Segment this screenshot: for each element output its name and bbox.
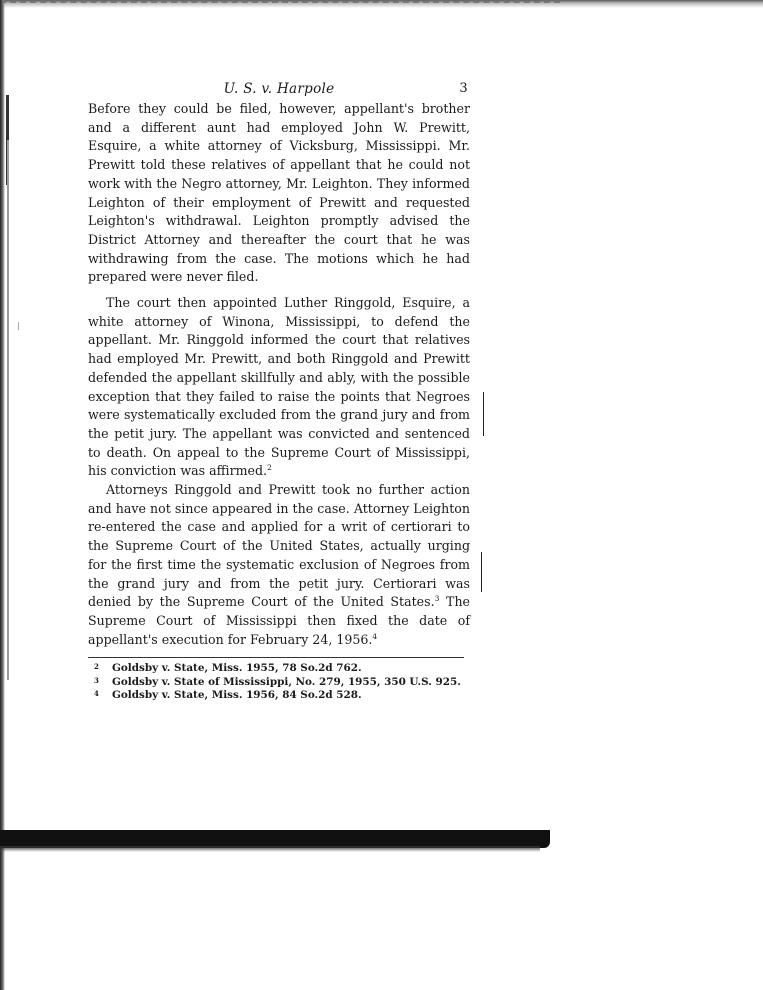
footnote-ref-4: 4 — [372, 631, 378, 641]
footnote-number: 3 — [94, 675, 99, 685]
footnote-number: 2 — [94, 662, 99, 672]
margin-bracket-mark — [481, 552, 482, 592]
paragraph-2: The court then appointed Luther Ringgold, Esquire, a white attorney of Winona, Mississippi, to defend the appellant. Mr. Ringgold informed the court that relatives had employed Mr. Prewitt, and both Ringgold and Prewitt defended the appellant skillfully and ably, with the possible exception that they failed to raise the points that Negroes were systematically excluded from the grand jury and from the petit jury. The appellant was convicted and sentenced to death. On appeal to the Supreme Court of Mississippi, his conviction was affirmed.$^2$ — [88, 295, 470, 479]
margin-tick-mark — [18, 322, 19, 330]
scan-bottom-shadow — [0, 830, 550, 848]
document-page — [88, 78, 470, 703]
running-head — [88, 78, 470, 100]
footnotes — [88, 662, 470, 703]
footnote — [88, 676, 470, 690]
paragraph-3: Attorneys Ringgold and Prewitt took no further action and have not since appeared in the case. Attorney Leighton re-entered the case and applied for a writ of certiorari to the Supreme Court of the United States, actually urging for the first time the systematic exclusion of Negroes from the grand jury and from the petit jury. Certiorari was denied by the Supreme Court of the United States.$^3$ The Supreme Court of Mississippi then fixed the date of appellant's execution for February 24, 1956.$^4$ — [88, 482, 471, 647]
margin-bracket-mark — [483, 392, 484, 436]
paragraph-1: Before they could be filed, however, appellant's brother and a different aunt had employed John W. Prewitt, Esquire, a white attorney of Vicksburg, Mississippi. Mr. Prewitt told these relatives of appellant that he could not work with the Negro attorney, Mr. Leighton. They informed Leighton of their employment of Prewitt and requested Leighton's withdrawal. Leighton promptly advised the District Attorney and thereafter the court that he was withdrawing from the case. The motions which he had prepared were never filed. — [88, 101, 470, 285]
running-title: U. S. v. Harpole — [223, 81, 335, 97]
footnote-text: Goldsby v. State of Mississippi, No. 279, 1955, 350 U.S. 925. — [112, 675, 461, 688]
footnote-divider — [88, 657, 464, 658]
footnote-text: Goldsby v. State, Miss. 1955, 78 So.2d 762. — [112, 662, 362, 675]
footnote-ref-2: 2 — [267, 463, 272, 473]
scan-spine-shadow — [7, 140, 9, 680]
footnote — [88, 689, 470, 703]
footnote-number: 4 — [94, 689, 99, 699]
footnote-ref-3: 3 — [434, 594, 440, 604]
page-number: 3 — [459, 81, 468, 96]
footnote-text: Goldsby v. State, Miss. 1956, 84 So.2d 528. — [112, 689, 362, 702]
scan-top-perforation — [0, 1, 560, 3]
body-text — [88, 100, 470, 649]
footnote — [88, 662, 470, 676]
